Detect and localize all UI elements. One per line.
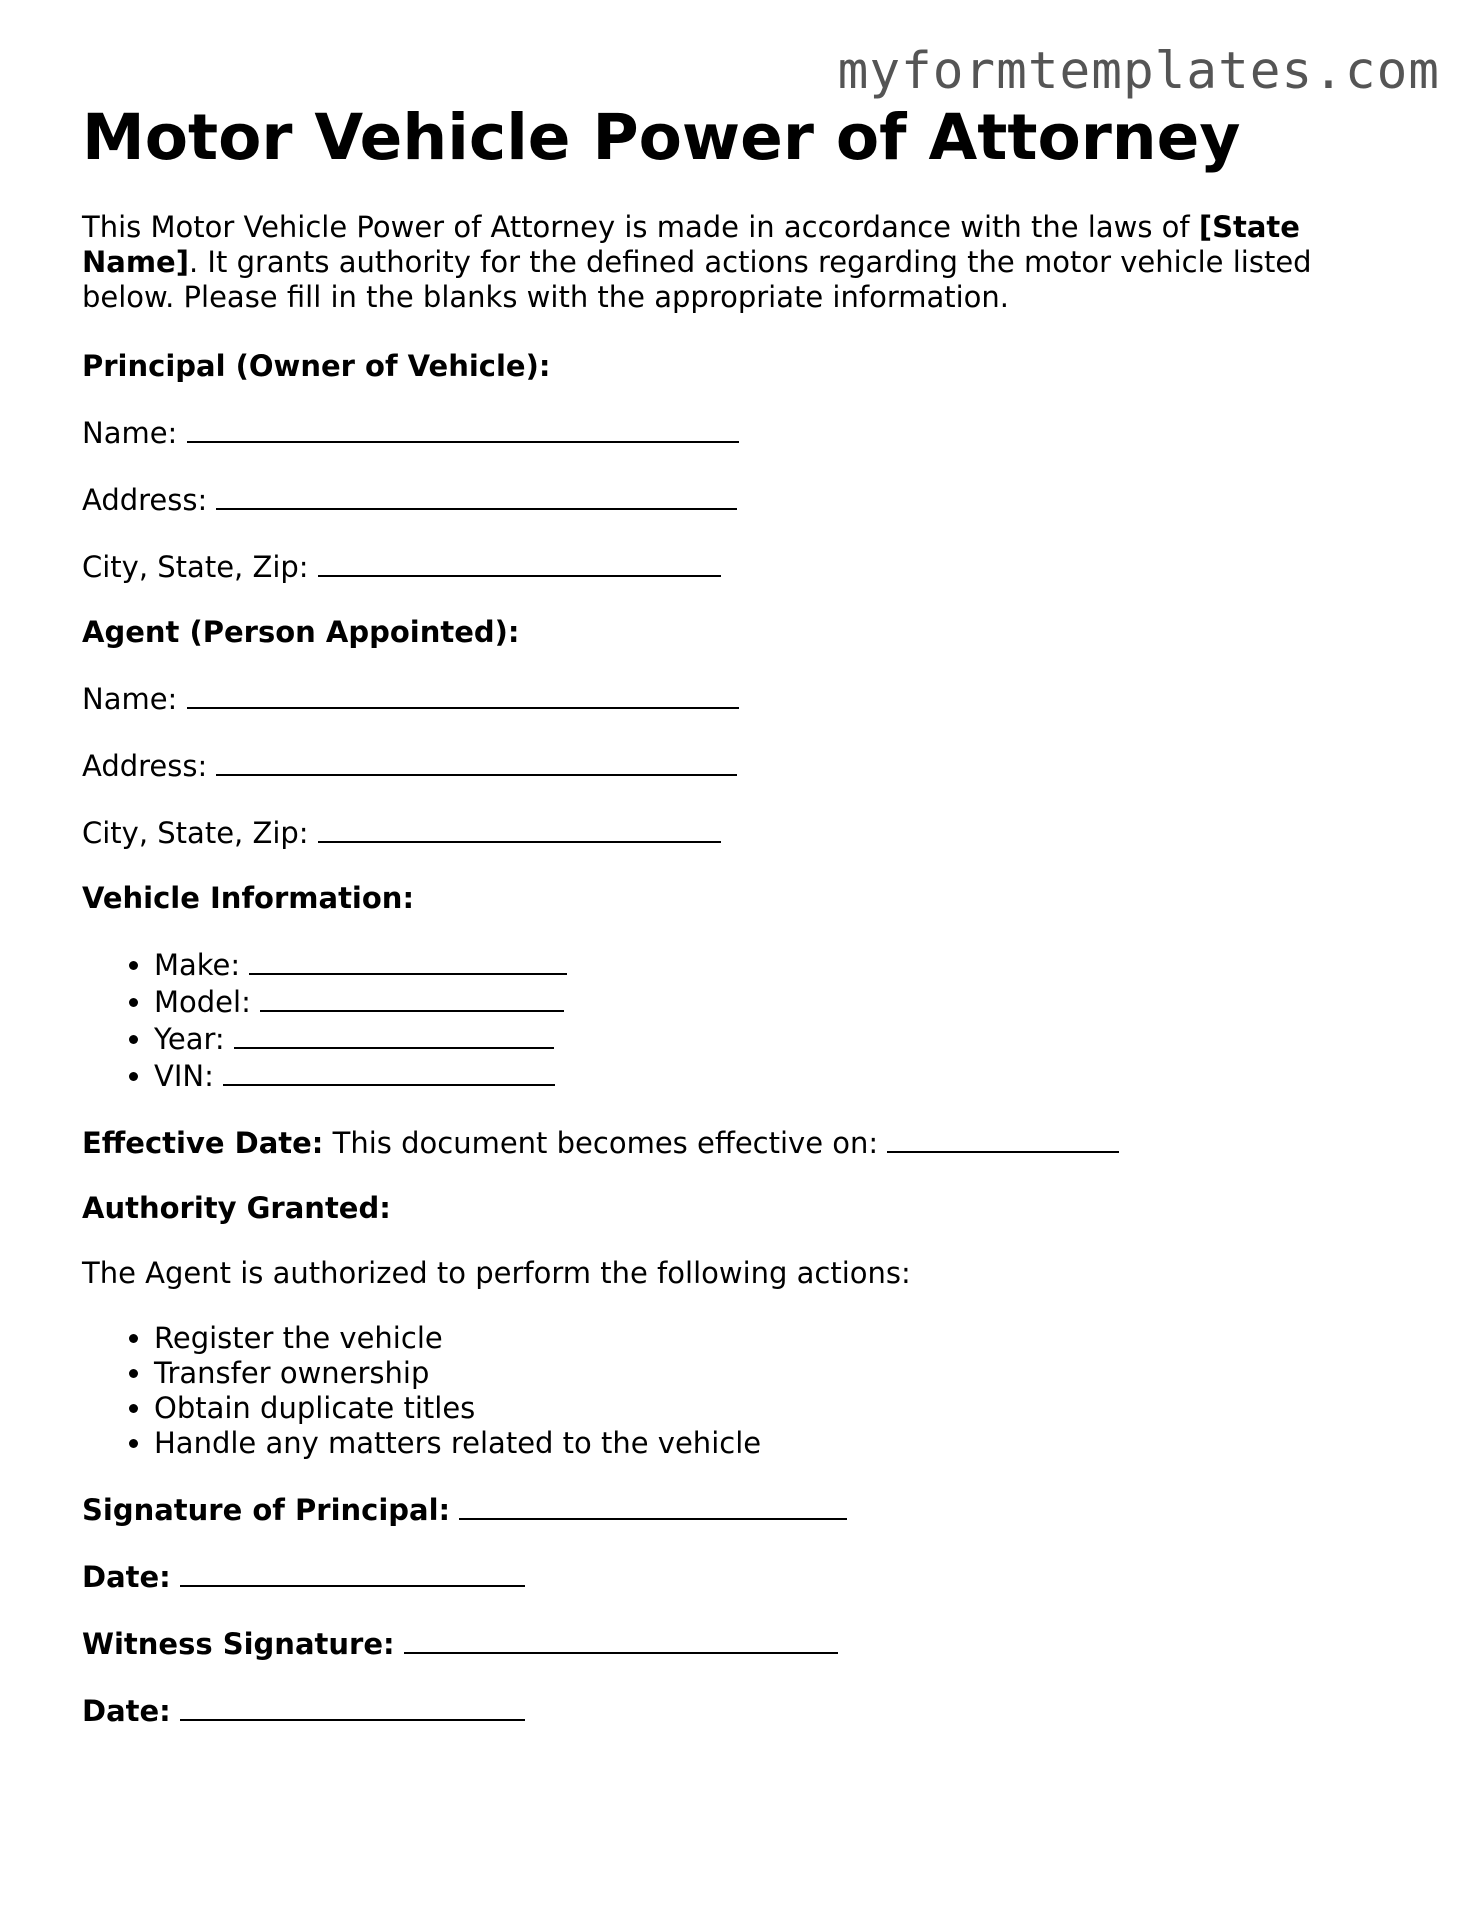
list-item: • Handle any matters related to the vehicle (154, 1426, 1372, 1461)
vehicle-model-item (154, 983, 1372, 1020)
vehicle-make-label: Make: (154, 947, 241, 982)
witness-signature-field[interactable] (404, 1625, 838, 1654)
vehicle-info-list (82, 946, 1372, 1094)
vehicle-vin-item (154, 1057, 1372, 1094)
principal-city-field[interactable] (318, 548, 721, 577)
document-page (82, 100, 1372, 1759)
principal-signature-field[interactable] (459, 1491, 847, 1520)
agent-name-field[interactable] (187, 680, 739, 709)
page-title: Motor Vehicle Power of Attorney (82, 101, 1241, 174)
witness-signature-row (82, 1625, 1372, 1662)
effective-date-label: Effective Date: (82, 1125, 324, 1160)
vehicle-make-field[interactable] (249, 946, 567, 975)
intro-paragraph (82, 210, 1372, 315)
principal-address-label: Address: (82, 482, 208, 517)
agent-city-row (82, 814, 1372, 851)
principal-name-row (82, 414, 1372, 451)
witness-date-row (82, 1692, 1372, 1729)
effective-date-row (82, 1124, 1372, 1161)
agent-address-label: Address: (82, 748, 208, 783)
vehicle-vin-label: VIN: (154, 1058, 214, 1093)
vehicle-model-field[interactable] (260, 983, 564, 1012)
agent-heading: Agent (Person Appointed): (82, 614, 520, 649)
agent-address-field[interactable] (216, 747, 737, 776)
principal-name-field[interactable] (187, 414, 739, 443)
principal-address-field[interactable] (216, 481, 737, 510)
agent-name-label: Name: (82, 681, 178, 716)
vehicle-heading: Vehicle Information: (82, 880, 415, 915)
principal-date-field[interactable] (180, 1558, 525, 1587)
agent-name-row (82, 680, 1372, 717)
vehicle-year-item (154, 1020, 1372, 1057)
intro-text-after: . It grants authority for the defined actions regarding the motor vehicle listed below. Please fill in the blanks with the appropriate information. (82, 244, 1312, 314)
state-name-placeholder: [State Name] (82, 209, 1300, 279)
principal-signature-label: Signature of Principal: (82, 1492, 451, 1527)
principal-city-label: City, State, Zip: (82, 549, 309, 584)
vehicle-year-label: Year: (154, 1021, 225, 1056)
principal-name-label: Name: (82, 415, 178, 450)
intro-text-before: This Motor Vehicle Power of Attorney is made in accordance with the laws of (82, 209, 1199, 244)
vehicle-model-label: Model: (154, 984, 251, 1019)
principal-address-row (82, 481, 1372, 518)
effective-date-field[interactable] (887, 1124, 1119, 1153)
authority-list (82, 1321, 1372, 1461)
vehicle-make-item (154, 946, 1372, 983)
effective-date-text: This document becomes effective on: (332, 1125, 879, 1160)
vehicle-vin-field[interactable] (223, 1057, 555, 1086)
agent-city-field[interactable] (318, 814, 721, 843)
principal-city-row (82, 548, 1372, 585)
list-item: • Transfer ownership (154, 1356, 1372, 1391)
authority-intro: The Agent is authorized to perform the following actions: (82, 1255, 911, 1290)
agent-city-label: City, State, Zip: (82, 815, 309, 850)
principal-date-label: Date: (82, 1559, 171, 1594)
principal-signature-row (82, 1491, 1372, 1528)
principal-date-row (82, 1558, 1372, 1595)
witness-date-label: Date: (82, 1693, 171, 1728)
principal-heading: Principal (Owner of Vehicle): (82, 348, 551, 383)
witness-signature-label: Witness Signature: (82, 1626, 395, 1661)
agent-address-row (82, 747, 1372, 784)
vehicle-year-field[interactable] (234, 1020, 554, 1049)
list-item: • Register the vehicle (154, 1321, 1372, 1356)
authority-heading: Authority Granted: (82, 1190, 391, 1225)
list-item: • Obtain duplicate titles (154, 1391, 1372, 1426)
witness-date-field[interactable] (180, 1692, 525, 1721)
site-watermark: myformtemplates.com (837, 42, 1440, 101)
